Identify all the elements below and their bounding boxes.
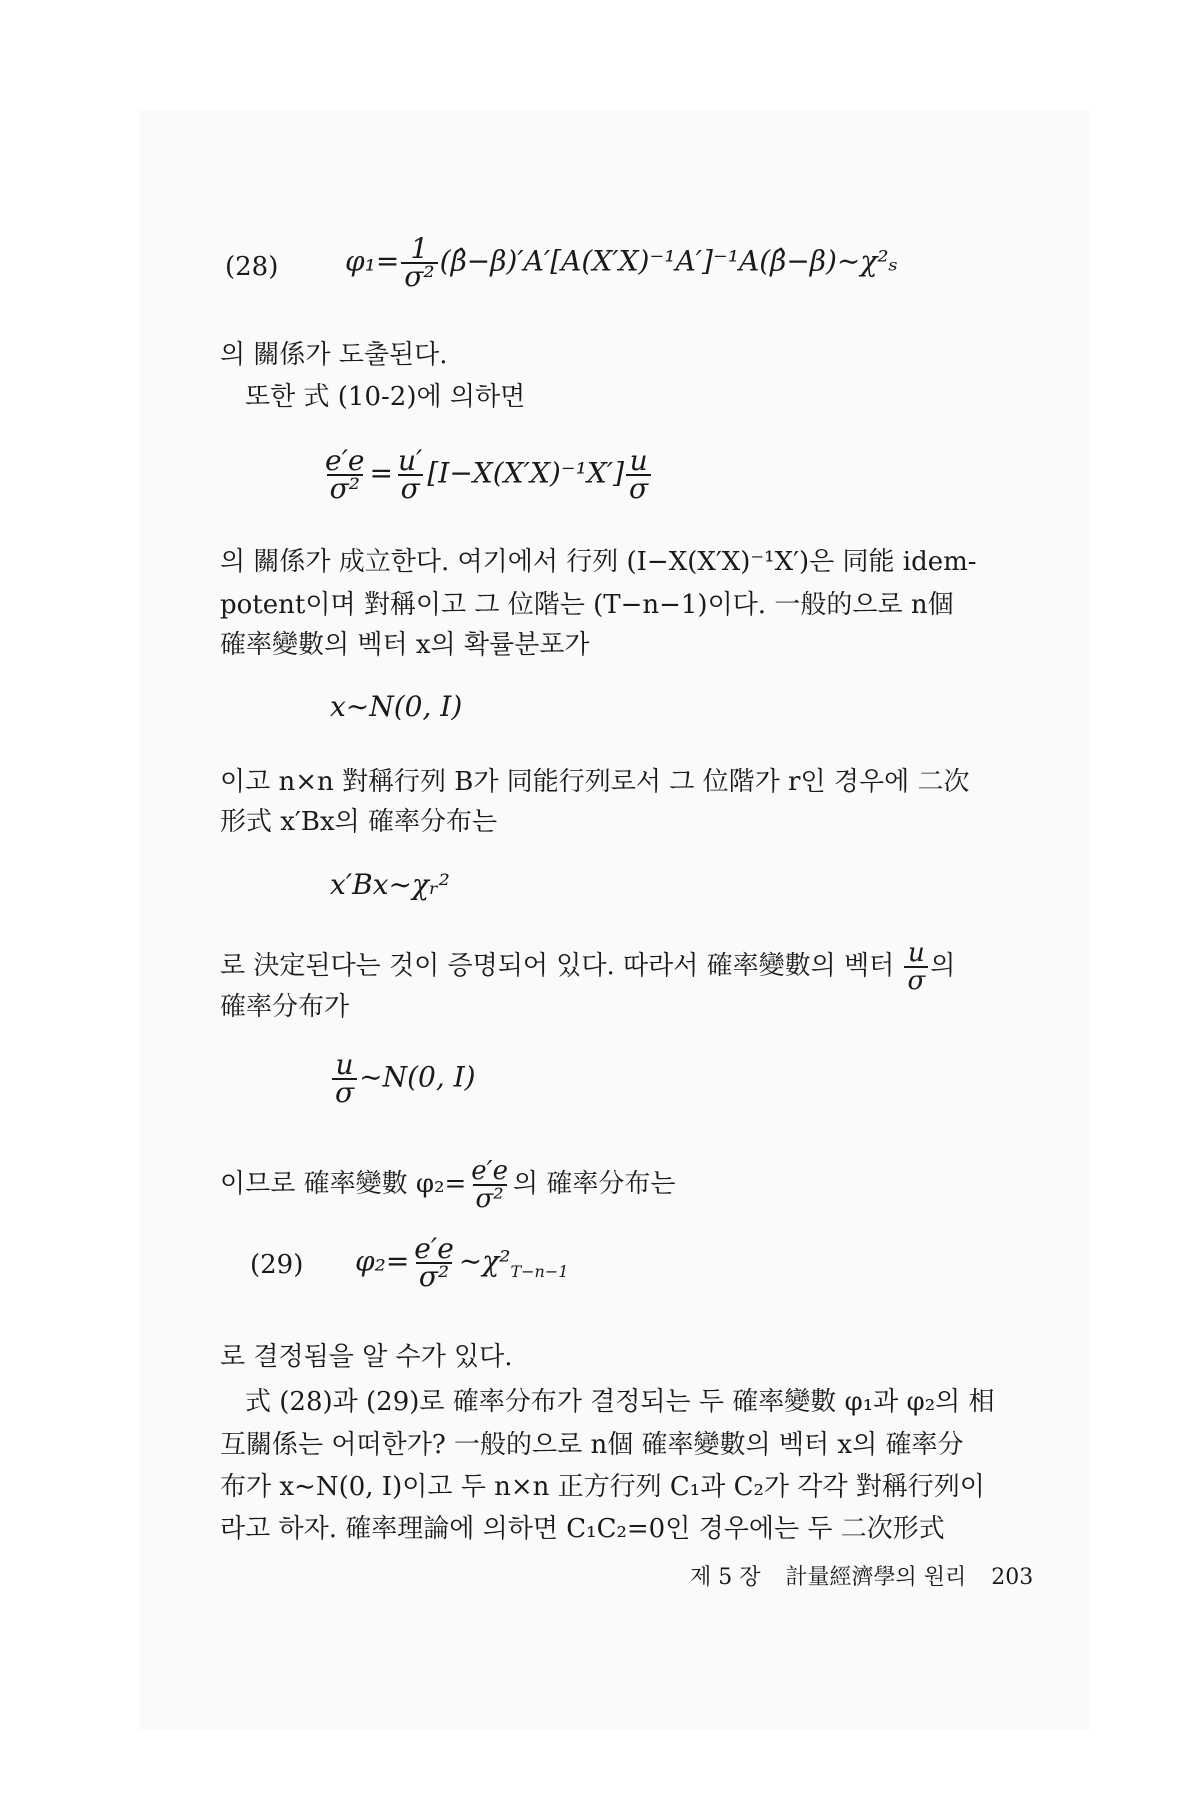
text-line-12: 式 (28)과 (29)로 確率分布가 결정되는 두 確率變數 φ₁과 φ₂의 相 (245, 1387, 995, 1417)
footer-book-title: 計量經濟學의 원리 (785, 1565, 967, 1590)
equation-ee-fraction-2 (395, 444, 425, 505)
equation-29-den: σ² (416, 1262, 452, 1290)
text-line-8a: 로 決定된다는 것이 증명되어 있다. 따라서 確率變數의 벡터 (220, 951, 895, 981)
equation-x-normal: x∼N(0, I) (330, 690, 463, 723)
equation-ee-bracket: [I−X(X′X)⁻¹X′] (427, 456, 625, 490)
equation-28-label: (28) (225, 252, 279, 282)
equation-u-num: u′ (397, 444, 423, 477)
equation-28-numerator: 1 (410, 232, 429, 265)
text-line-8-fraction (904, 940, 928, 994)
text-line-8-num: u (907, 938, 925, 968)
equation-u-normal (330, 1048, 476, 1109)
equation-ee (320, 444, 653, 505)
equation-u-normal-fraction (332, 1048, 357, 1109)
equation-28-lhs: φ₁= (345, 244, 400, 278)
equation-ee-num: e′e (325, 444, 365, 477)
text-line-10 (220, 1158, 675, 1212)
text-line-7: 形式 x′Bx의 確率分布는 (220, 807, 498, 837)
text-line-13: 互關係는 어떠한가? 一般的으로 n個 確率變數의 벡터 x의 確率分 (220, 1430, 964, 1460)
text-line-2: 또한 式 (10-2)에 의하면 (245, 382, 526, 412)
equation-29-lhs: φ₂= (355, 1244, 410, 1278)
equation-u-normal-rhs: ∼N(0, I) (359, 1060, 476, 1094)
equation-ee-fraction-3 (626, 444, 651, 505)
footer-page-number: 203 (991, 1565, 1034, 1590)
text-line-15: 라고 하자. 確率理論에 의하면 C₁C₂=0인 경우에는 두 二次形式 (220, 1514, 945, 1544)
text-line-1: 의 關係가 도출된다. (220, 340, 448, 370)
equation-ee-den: σ² (327, 474, 363, 502)
text-line-9: 確率分布가 (220, 992, 350, 1022)
equation-u2-den: σ (626, 474, 651, 502)
footer-chapter: 제 5 장 (690, 1565, 761, 1590)
text-line-10-num: e′e (471, 1156, 508, 1186)
equation-29-num: e′e (414, 1232, 454, 1265)
equation-28-rhs: (β̂−β)′A′[A(X′X)⁻¹A′]⁻¹A(β̂−β)∼χ²ₛ (439, 244, 898, 278)
equation-28-fraction (401, 232, 437, 293)
text-line-11: 로 결정됨을 알 수가 있다. (220, 1342, 513, 1372)
equation-u2-num: u (629, 444, 648, 477)
equation-u3-den: σ (332, 1078, 357, 1106)
page-footer (690, 1560, 1051, 1591)
equation-ee-fraction-1 (322, 444, 368, 505)
text-line-10a: 이므로 確率變數 φ₂= (220, 1169, 467, 1199)
equation-u3-num: u (335, 1048, 354, 1081)
equation-28 (345, 232, 898, 293)
equation-ee-equals: = (369, 456, 393, 490)
equation-29-subscript: T−n−1 (510, 1262, 569, 1282)
equation-29-rhs: ∼χ² (458, 1244, 511, 1278)
text-line-5: 確率變數의 벡터 x의 확률분포가 (220, 630, 590, 660)
equation-29 (355, 1232, 569, 1293)
text-line-4: potent이며 對稱이고 그 位階는 (T−n−1)이다. 一般的으로 n個 (220, 590, 954, 620)
text-line-14: 布가 x∼N(0, I)이고 두 n×n 正方行列 C₁과 C₂가 각각 對稱行列이 (220, 1472, 985, 1502)
text-line-6: 이고 n×n 對稱行列 B가 同能行列로서 그 位階가 r인 경우에 二次 (220, 767, 970, 797)
equation-28-denominator: σ² (401, 262, 437, 290)
text-line-10b: 의 確率分布는 (512, 1169, 676, 1199)
text-line-3: 의 關係가 成立한다. 여기에서 行列 (I−X(X′X)⁻¹X′)은 同能 idem- (220, 547, 977, 577)
text-line-8 (220, 940, 955, 994)
equation-29-label: (29) (250, 1250, 304, 1280)
text-line-8-den: σ (904, 966, 928, 994)
equation-xbx: x′Bx∼χᵣ² (330, 868, 450, 901)
text-line-10-fraction (468, 1158, 511, 1212)
equation-u-den: σ (398, 474, 423, 502)
equation-29-fraction (411, 1232, 457, 1293)
text-line-8b: 의 (930, 951, 956, 981)
text-line-10-den: σ² (473, 1184, 507, 1212)
